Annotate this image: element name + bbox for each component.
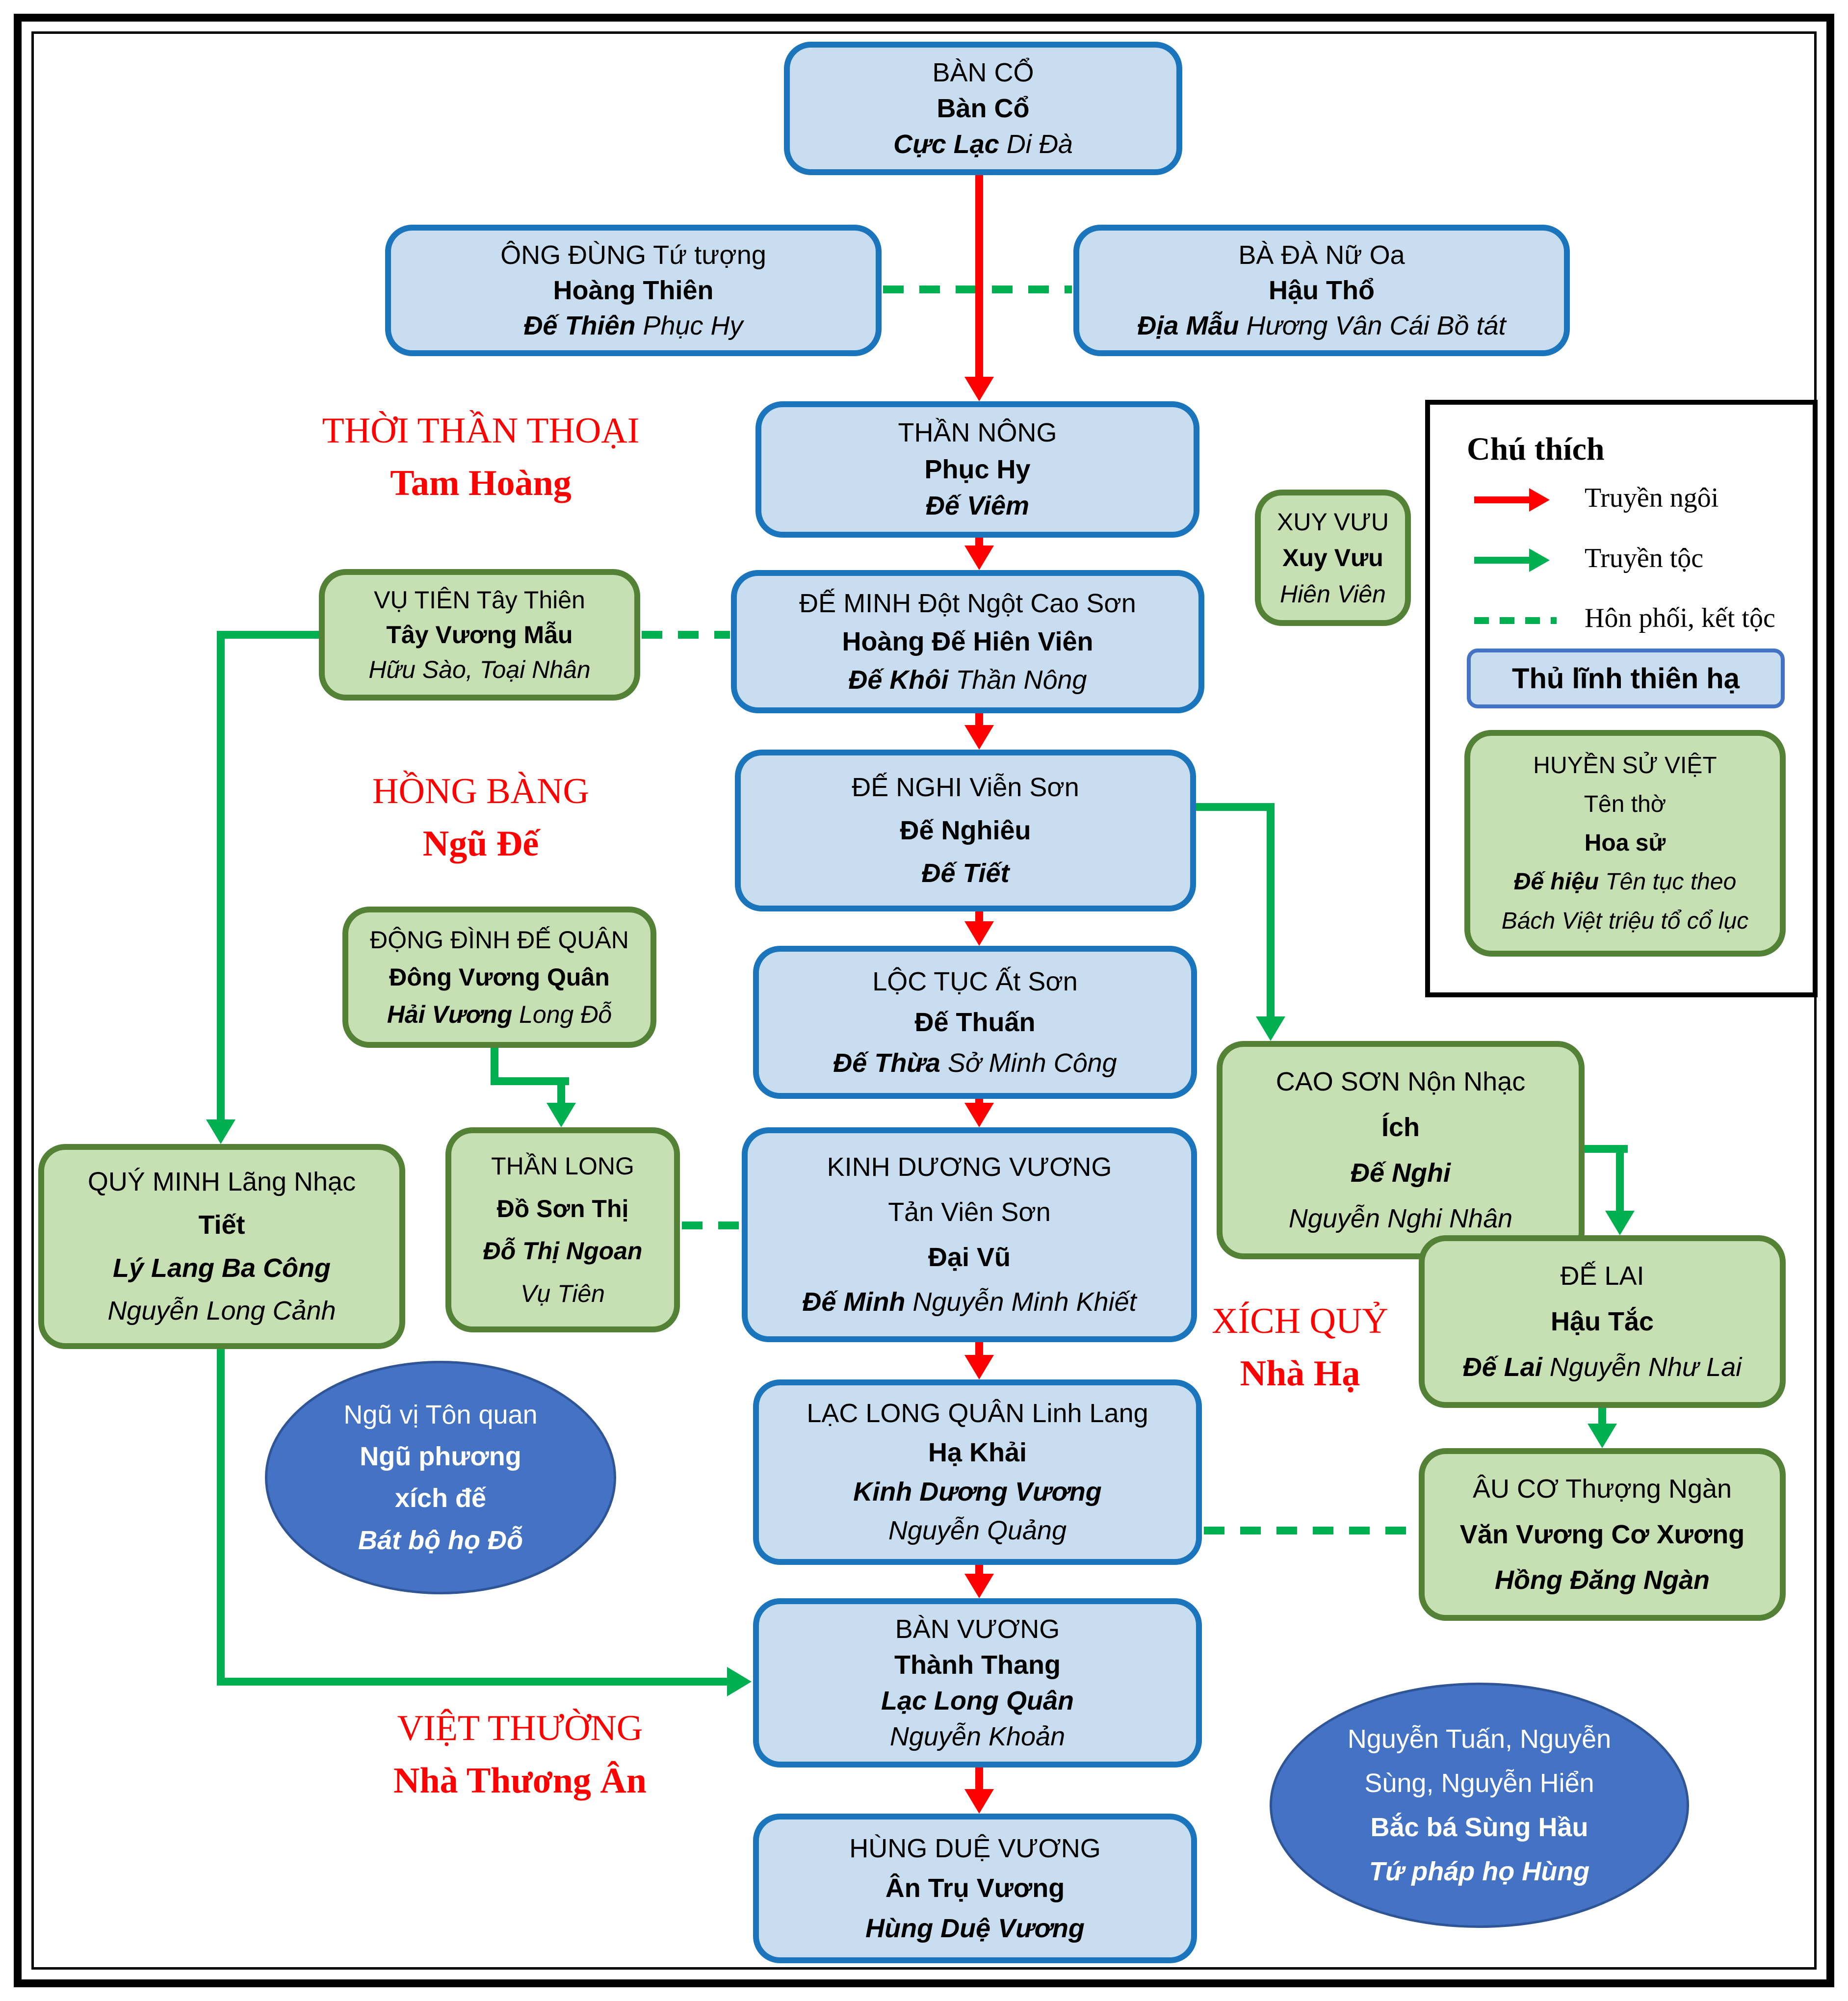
node-line: Xuy Vưu <box>1282 544 1383 572</box>
era-line: Tam Hoàng <box>390 463 572 504</box>
node-loc-tuc <box>753 946 1197 1099</box>
node-line: Hồng Đăng Ngàn <box>1495 1565 1710 1595</box>
node-line: Lý Lang Ba Công <box>113 1253 331 1283</box>
node-line: ĐỘNG ĐÌNH ĐẾ QUÂN <box>370 926 629 954</box>
node-line: Văn Vương Cơ Xương <box>1459 1519 1745 1549</box>
node-line: Tây Vương Mẫu <box>386 621 573 649</box>
legend-label-truyen-toc: Truyền tộc <box>1585 543 1704 573</box>
edge-ban-co-than-nong <box>975 175 983 379</box>
arrowhead-de-nghi <box>964 725 994 750</box>
node-line: Đế Khôi Thần Nông <box>848 665 1087 695</box>
legend-green-arrowhead <box>1529 548 1550 572</box>
ellipse-line: Ngũ phương <box>360 1442 521 1472</box>
node-line: Đông Vương Quân <box>389 963 610 991</box>
legend-thu-linh-label: Thủ lĩnh thiên hạ <box>1512 662 1740 695</box>
node-ban-vuong <box>753 1598 1202 1767</box>
node-line: Đế Tiết <box>921 858 1010 888</box>
arrowhead-ban-vuong <box>964 1574 994 1598</box>
node-line: XUY VƯU <box>1277 508 1389 536</box>
node-line: Phục Hy <box>924 454 1031 484</box>
marriage-link-vu-tien-de-minh <box>642 631 730 639</box>
node-line: Hoàng Đế Hiên Viên <box>842 626 1093 656</box>
node-hung-due <box>753 1814 1197 1963</box>
legend-huyen-su-line: Đế hiệu Tên tục theo <box>1513 869 1737 895</box>
ellipse-ngu-vi-ton-quan <box>265 1361 616 1594</box>
node-ong-dung <box>385 225 882 356</box>
node-line: Đế Nghiêu <box>900 815 1031 845</box>
edge-quy-minh-ban-vuong-v <box>217 1348 225 1686</box>
marriage-link-lac-long-au-co <box>1204 1527 1418 1534</box>
node-line: Đế Thừa Sở Minh Công <box>833 1048 1117 1078</box>
node-line: Nguyễn Khoản <box>889 1721 1066 1751</box>
node-ba-da <box>1073 225 1570 356</box>
arrowhead-au-co <box>1588 1424 1617 1448</box>
arrowhead-lac-long <box>964 1355 994 1379</box>
node-line: QUÝ MINH Lãng Nhạc <box>87 1167 356 1197</box>
node-line: Tản Viên Sơn <box>888 1197 1051 1227</box>
legend-red-arrowhead <box>1529 488 1550 512</box>
node-line: ĐẾ NGHI Viễn Sơn <box>852 773 1079 803</box>
node-line: Hậu Tắc <box>1550 1306 1654 1336</box>
ellipse-line: Bát bộ họ Đỗ <box>358 1525 523 1555</box>
node-de-minh <box>731 570 1204 713</box>
node-line: Tiết <box>198 1210 245 1240</box>
ellipse-line: Tứ pháp họ Hùng <box>1369 1856 1590 1886</box>
node-line: Đế Nghi <box>1350 1158 1451 1188</box>
node-line: LỘC TỤC Ất Sơn <box>872 966 1078 996</box>
node-line: Lạc Long Quân <box>881 1686 1074 1715</box>
node-line: Hạ Khải <box>928 1437 1027 1467</box>
node-line: Nguyễn Nghi Nhân <box>1288 1203 1513 1233</box>
node-dong-dinh <box>342 907 656 1048</box>
node-ban-co <box>784 42 1182 175</box>
edge-de-lai-au-co-v <box>1598 1407 1606 1426</box>
edge-kinh-duong-lac-long <box>975 1341 983 1356</box>
node-line: THẦN LONG <box>491 1152 634 1180</box>
node-line: Đế Thuấn <box>914 1007 1036 1037</box>
node-line: Hoàng Thiên <box>553 275 714 305</box>
legend-red-arrow <box>1474 496 1529 503</box>
edge-ban-vuong-hung-due <box>975 1767 983 1790</box>
node-than-long <box>445 1127 680 1332</box>
marriage-link-than-long-kinh-duong <box>682 1221 741 1229</box>
node-line: Đại Vũ <box>928 1242 1011 1272</box>
era-label-than-thoai <box>285 405 677 510</box>
era-line: VIỆT THƯỜNG <box>397 1708 643 1748</box>
legend-huyen-su-line: HUYỀN SỬ VIỆT <box>1533 752 1717 779</box>
node-line: Vụ Tiên <box>521 1280 605 1308</box>
node-xuy-vuu <box>1255 490 1411 626</box>
ellipse-line: Ngũ vị Tôn quan <box>343 1400 538 1429</box>
legend-title: Chú thích <box>1467 431 1605 467</box>
era-line: XÍCH QUỶ <box>1212 1301 1388 1341</box>
node-line: Đỗ Thị Ngoan <box>483 1237 643 1265</box>
era-label-xich-quy <box>1192 1295 1408 1401</box>
node-line: ĐẾ LAI <box>1560 1261 1644 1291</box>
edge-de-minh-de-nghi <box>975 712 983 726</box>
era-label-viet-thuong <box>373 1702 667 1808</box>
legend-huyen-su-box <box>1464 730 1786 957</box>
edge-vu-tien-quy-minh-v <box>217 631 225 1119</box>
node-line: Đế Viêm <box>925 491 1030 521</box>
arrowhead-kinh-duong <box>964 1103 994 1127</box>
arrowhead-hung-due <box>964 1789 994 1814</box>
ellipse-line: Sùng, Nguyễn Hiển <box>1364 1768 1594 1798</box>
node-line: BÀ ĐÀ Nữ Oa <box>1238 240 1405 270</box>
era-line: Nhà Thương Ân <box>393 1761 647 1801</box>
node-line: Nguyễn Quảng <box>888 1516 1067 1546</box>
node-line: Đế Thiên Phục Hy <box>523 311 743 340</box>
legend-huyen-su-line: Tên thờ <box>1584 791 1666 817</box>
arrowhead-than-nong <box>964 377 994 401</box>
node-line: ÔNG ĐÙNG Tứ tượng <box>500 240 766 270</box>
arrowhead-quy-minh <box>206 1119 235 1144</box>
era-label-hong-bang <box>334 765 628 871</box>
node-line: Kinh Dương Vương <box>853 1477 1102 1507</box>
node-line: ĐẾ MINH Đột Ngột Cao Sơn <box>799 588 1136 618</box>
arrowhead-ban-vuong-left <box>727 1667 752 1696</box>
edge-dong-dinh-than-long-v2 <box>557 1077 565 1105</box>
node-line: THẦN NÔNG <box>898 418 1057 448</box>
era-line: Nhà Hạ <box>1240 1353 1360 1394</box>
node-line: HÙNG DUỆ VƯƠNG <box>849 1833 1101 1863</box>
era-line: THỜI THẦN THOẠI <box>322 411 640 451</box>
node-than-nong <box>755 401 1199 538</box>
arrowhead-than-long <box>547 1103 576 1127</box>
node-line: ÂU CƠ Thượng Ngàn <box>1472 1474 1732 1504</box>
node-line: Hậu Thổ <box>1269 275 1375 305</box>
era-line: Ngũ Đế <box>422 824 539 864</box>
node-de-nghi <box>735 750 1196 911</box>
node-line: Địa Mẫu Hương Vân Cái Bồ tát <box>1137 311 1506 340</box>
edge-quy-minh-ban-vuong-h <box>217 1678 727 1686</box>
node-line: BÀN VƯƠNG <box>895 1614 1060 1644</box>
node-line: Ích <box>1381 1112 1420 1142</box>
arrowhead-de-minh <box>964 546 994 570</box>
edge-vu-tien-quy-minh-h <box>221 631 321 639</box>
node-quy-minh <box>38 1144 405 1349</box>
legend-huyen-su-line: Bách Việt triệu tổ cổ lục <box>1501 908 1749 934</box>
node-line: Cực Lạc Di Đà <box>893 129 1073 159</box>
node-line: KINH DƯƠNG VƯƠNG <box>827 1152 1112 1182</box>
edge-de-nghi-cao-son-h <box>1195 803 1275 811</box>
legend-dashed-line <box>1474 617 1557 624</box>
node-line: Nguyễn Long Cảnh <box>107 1296 336 1326</box>
node-de-lai <box>1419 1235 1786 1408</box>
node-line: CAO SƠN Nộn Nhạc <box>1275 1066 1526 1096</box>
node-au-co <box>1419 1448 1786 1621</box>
node-line: Hữu Sào, Toại Nhân <box>368 656 591 683</box>
node-vu-tien <box>319 569 640 701</box>
node-line: Đế Minh Nguyễn Minh Khiết <box>802 1287 1137 1317</box>
node-lac-long <box>753 1379 1202 1565</box>
node-kinh-duong <box>742 1127 1197 1342</box>
edge-de-nghi-cao-son-v <box>1267 803 1275 1017</box>
node-line: LẠC LONG QUÂN Linh Lang <box>807 1399 1148 1429</box>
legend-huyen-su-line: Hoa sử <box>1584 830 1666 857</box>
node-line: Hải Vương Long Đỗ <box>387 1001 612 1028</box>
ellipse-line: Nguyễn Tuấn, Nguyễn <box>1347 1724 1612 1754</box>
node-cao-son <box>1217 1041 1585 1259</box>
legend-thu-linh-box <box>1467 649 1785 708</box>
node-line: Bàn Cổ <box>937 93 1030 123</box>
arrowhead-cao-son <box>1256 1016 1285 1041</box>
edge-lac-long-ban-vuong <box>975 1564 983 1575</box>
ellipse-tu-phap-ho-hung <box>1270 1683 1689 1928</box>
edge-cao-son-de-lai-v <box>1616 1145 1624 1212</box>
node-line: Đế Lai Nguyễn Như Lai <box>1462 1352 1742 1382</box>
arrowhead-loc-tuc <box>964 921 994 946</box>
legend-label-hon-phoi: Hôn phối, kết tộc <box>1585 603 1775 633</box>
legend-label-truyen-ngoi: Truyền ngôi <box>1585 483 1719 513</box>
edge-de-nghi-loc-tuc <box>975 910 983 922</box>
node-line: Đồ Sơn Thị <box>496 1195 629 1222</box>
node-line: Hùng Duệ Vương <box>865 1913 1085 1943</box>
legend-green-arrow <box>1474 557 1529 564</box>
ellipse-line: Bắc bá Sùng Hầu <box>1370 1812 1588 1842</box>
arrowhead-de-lai <box>1605 1211 1635 1235</box>
era-line: HỒNG BÀNG <box>372 771 589 811</box>
node-line: Thành Thang <box>894 1650 1061 1680</box>
node-line: VỤ TIÊN Tây Thiên <box>374 586 585 614</box>
ellipse-line: xích đế <box>394 1483 487 1513</box>
node-line: BÀN CỔ <box>932 57 1034 87</box>
node-line: Ân Trụ Vương <box>885 1873 1065 1903</box>
node-line: Hiên Viên <box>1280 580 1386 608</box>
